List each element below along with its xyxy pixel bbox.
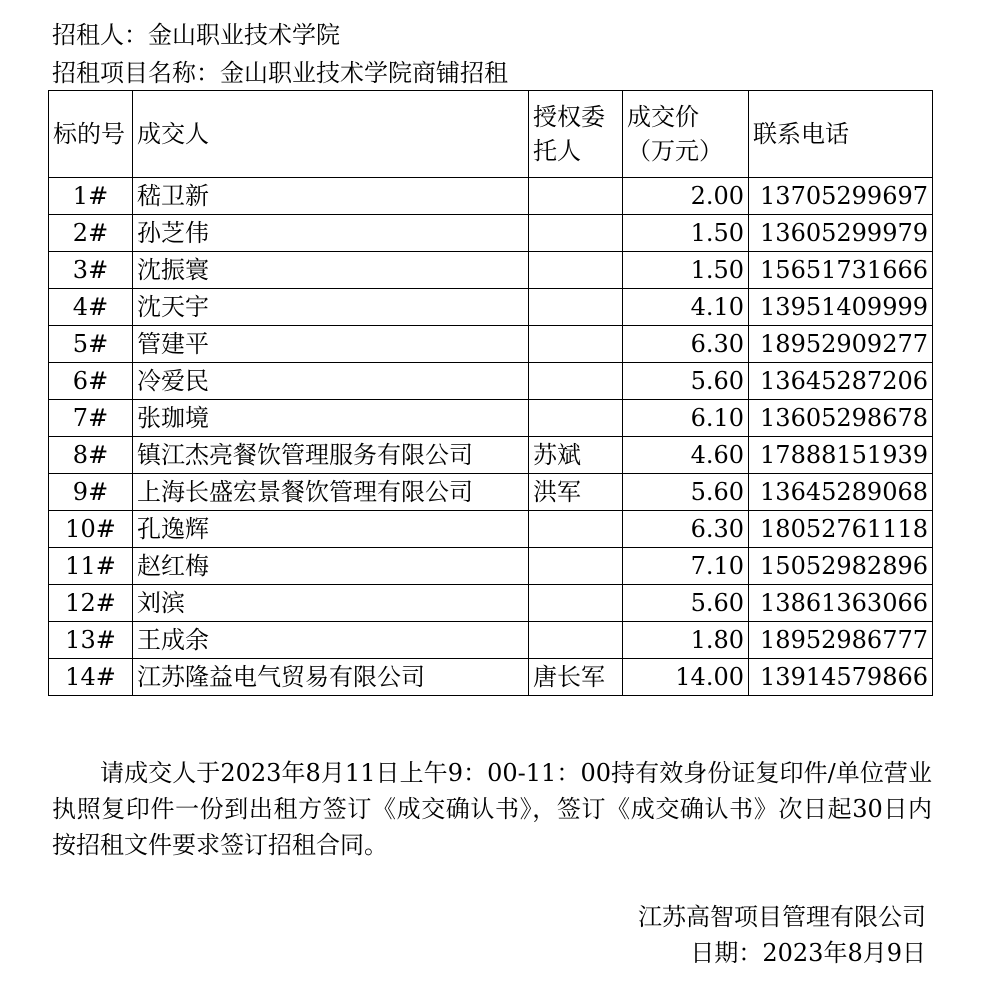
cell-agent	[529, 215, 623, 252]
table-row	[49, 622, 933, 659]
date-line	[690, 938, 926, 968]
cell-phone: 13951409999	[749, 289, 933, 326]
cell-price: 1.50	[623, 252, 749, 289]
cell-lot: 3#	[49, 252, 133, 289]
cell-price: 4.10	[623, 289, 749, 326]
table-row	[49, 363, 933, 400]
date-label: 日期：	[690, 939, 763, 967]
cell-winner: 冷爱民	[133, 363, 529, 400]
cell-lot: 2#	[49, 215, 133, 252]
cell-winner: 刘滨	[133, 585, 529, 622]
cell-lot: 6#	[49, 363, 133, 400]
cell-lot: 12#	[49, 585, 133, 622]
cell-winner: 孙芝伟	[133, 215, 529, 252]
cell-agent	[529, 363, 623, 400]
table-row	[49, 659, 933, 696]
table-row	[49, 437, 933, 474]
company-signature: 江苏高智项目管理有限公司	[638, 903, 926, 931]
table-body	[49, 178, 933, 696]
results-table	[48, 90, 933, 696]
cell-agent	[529, 585, 623, 622]
cell-winner: 沈天宇	[133, 289, 529, 326]
table-row	[49, 511, 933, 548]
cell-price: 5.60	[623, 363, 749, 400]
cell-price: 14.00	[623, 659, 749, 696]
cell-lot: 11#	[49, 548, 133, 585]
cell-lot: 13#	[49, 622, 133, 659]
cell-winner: 嵇卫新	[133, 178, 529, 215]
cell-agent: 洪军	[529, 474, 623, 511]
table-header-row	[49, 91, 933, 178]
cell-phone: 13861363066	[749, 585, 933, 622]
cell-phone: 13705299697	[749, 178, 933, 215]
cell-phone: 15651731666	[749, 252, 933, 289]
table-row	[49, 474, 933, 511]
lessor-name: 金山职业技术学院	[148, 21, 340, 49]
cell-phone: 17888151939	[749, 437, 933, 474]
cell-agent	[529, 252, 623, 289]
cell-agent	[529, 622, 623, 659]
cell-phone: 18052761118	[749, 511, 933, 548]
cell-phone: 13605298678	[749, 400, 933, 437]
cell-price: 5.60	[623, 474, 749, 511]
table-row	[49, 178, 933, 215]
cell-price: 6.30	[623, 511, 749, 548]
cell-price: 1.50	[623, 215, 749, 252]
notice-paragraph: 请成交人于2023年8月11日上午9：00-11：00持有效身份证复印件/单位营业执照复印件一份到出租方签订《成交确认书》，签订《成交确认书》次日起30日内按招租文件要求签订招租合同。	[52, 759, 932, 859]
cell-lot: 1#	[49, 178, 133, 215]
cell-lot: 5#	[49, 326, 133, 363]
table-row	[49, 215, 933, 252]
header-phone: 联系电话	[749, 91, 933, 178]
cell-agent	[529, 548, 623, 585]
project-label: 招租项目名称：	[52, 59, 220, 87]
cell-phone: 13645287206	[749, 363, 933, 400]
cell-phone: 13914579866	[749, 659, 933, 696]
lessor-line	[52, 20, 340, 50]
cell-lot: 14#	[49, 659, 133, 696]
cell-price: 4.60	[623, 437, 749, 474]
cell-phone: 13645289068	[749, 474, 933, 511]
cell-lot: 9#	[49, 474, 133, 511]
cell-phone: 18952909277	[749, 326, 933, 363]
date-value: 2023年8月9日	[762, 939, 926, 967]
table-row	[49, 400, 933, 437]
cell-winner: 王成余	[133, 622, 529, 659]
cell-price: 7.10	[623, 548, 749, 585]
cell-agent	[529, 326, 623, 363]
cell-phone: 18952986777	[749, 622, 933, 659]
cell-price: 2.00	[623, 178, 749, 215]
header-lot: 标的号	[49, 91, 133, 178]
cell-winner: 上海长盛宏景餐饮管理有限公司	[133, 474, 529, 511]
header-agent: 授权委托人	[529, 91, 623, 178]
cell-lot: 7#	[49, 400, 133, 437]
cell-price: 6.30	[623, 326, 749, 363]
cell-lot: 10#	[49, 511, 133, 548]
cell-lot: 4#	[49, 289, 133, 326]
cell-agent	[529, 400, 623, 437]
cell-winner: 沈振寰	[133, 252, 529, 289]
cell-lot: 8#	[49, 437, 133, 474]
cell-winner: 管建平	[133, 326, 529, 363]
cell-agent	[529, 511, 623, 548]
cell-winner: 江苏隆益电气贸易有限公司	[133, 659, 529, 696]
lessor-label: 招租人：	[52, 21, 148, 49]
table-row	[49, 252, 933, 289]
cell-price: 1.80	[623, 622, 749, 659]
project-line	[52, 58, 508, 88]
header-winner: 成交人	[133, 91, 529, 178]
table-row	[49, 289, 933, 326]
table-row	[49, 326, 933, 363]
cell-winner: 孔逸辉	[133, 511, 529, 548]
cell-agent	[529, 289, 623, 326]
header-price: 成交价（万元）	[623, 91, 749, 178]
cell-agent	[529, 178, 623, 215]
cell-agent: 苏斌	[529, 437, 623, 474]
cell-winner: 镇江杰亮餐饮管理服务有限公司	[133, 437, 529, 474]
table-row	[49, 548, 933, 585]
table-row	[49, 585, 933, 622]
cell-price: 6.10	[623, 400, 749, 437]
cell-agent: 唐长军	[529, 659, 623, 696]
cell-winner: 赵红梅	[133, 548, 529, 585]
cell-phone: 13605299979	[749, 215, 933, 252]
cell-price: 5.60	[623, 585, 749, 622]
project-name: 金山职业技术学院商铺招租	[220, 59, 508, 87]
cell-winner: 张珈境	[133, 400, 529, 437]
cell-phone: 15052982896	[749, 548, 933, 585]
